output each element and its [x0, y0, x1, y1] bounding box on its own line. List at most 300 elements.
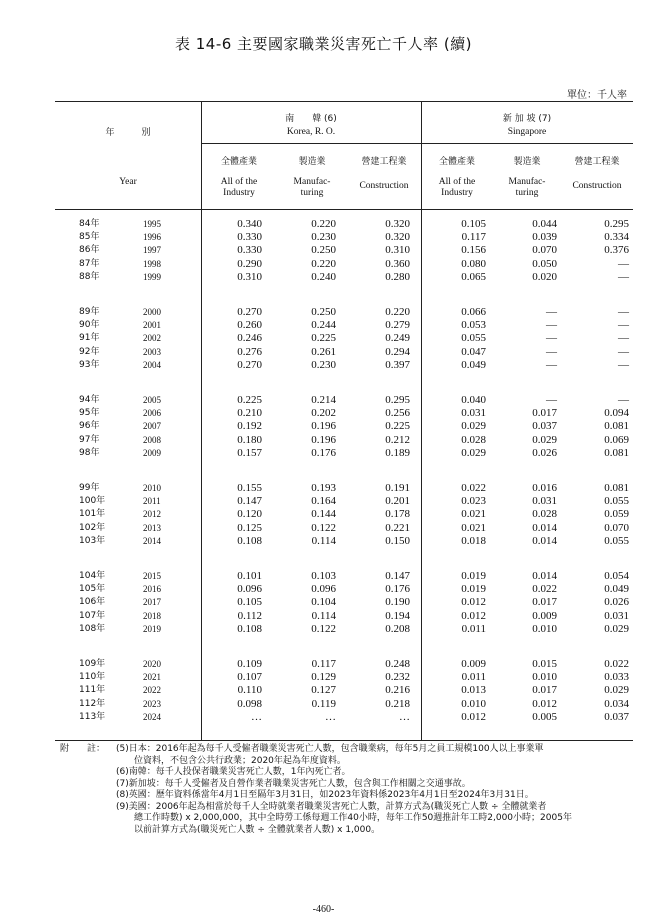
table-row	[55, 306, 633, 319]
cell-s2: 0.016	[532, 482, 557, 494]
cell-s3: 0.081	[604, 482, 629, 494]
cell-k1: 0.108	[237, 622, 262, 635]
table-row	[55, 271, 633, 284]
header-rule-country	[201, 143, 633, 144]
cell-k2: 0.196	[311, 420, 336, 433]
row-roc-year: 90年	[79, 320, 100, 331]
row-roc-year: 94年	[79, 395, 100, 405]
table-row	[55, 231, 633, 244]
cell-k3: 0.232	[385, 671, 410, 684]
cell-s2: 0.070	[532, 244, 557, 257]
row-roc-year: 86年	[79, 245, 100, 256]
cell-k2: 0.261	[311, 345, 336, 358]
cell-k1: 0.157	[237, 446, 262, 459]
cell-k1: 0.260	[237, 319, 262, 332]
table-row	[55, 359, 633, 372]
singapore-col-con-en: Construction	[572, 181, 622, 191]
cell-k2: 0.214	[311, 394, 336, 406]
cell-s1: 0.105	[461, 218, 486, 230]
cell-k2: 0.096	[311, 583, 336, 596]
cell-s3: 0.055	[604, 534, 629, 547]
korea-header-en: Korea, R. O.	[286, 127, 336, 137]
cell-s3: —	[618, 306, 629, 318]
header-rule-bottom	[55, 209, 633, 210]
row-ad-year: 2007	[143, 421, 161, 432]
cell-k2: 0.104	[311, 596, 336, 609]
singapore-header-zh: 新 加 坡 (7)	[502, 114, 552, 124]
cell-k1: 0.330	[237, 231, 262, 244]
cell-k1: …	[251, 710, 262, 723]
cell-k2: 0.244	[311, 319, 336, 332]
cell-k3: 0.280	[385, 270, 410, 283]
cell-k3: 0.249	[385, 332, 410, 345]
footnote-line: 總工作時數) x 2,000,000，其中全時勞工係每週工作40小時，每年工作50週推計年工時2,000小時；2005年	[116, 813, 572, 823]
cell-s3: —	[618, 319, 629, 332]
cell-k3: 0.295	[385, 394, 410, 406]
cell-s3: 0.049	[604, 583, 629, 596]
row-roc-year: 111年	[79, 685, 106, 696]
cell-k2: 0.144	[311, 508, 336, 521]
row-ad-year: 2019	[143, 623, 161, 634]
cell-s2: —	[546, 358, 557, 371]
cell-s2: 0.017	[532, 596, 557, 609]
cell-s3: 0.094	[604, 407, 629, 420]
cell-s3: 0.334	[604, 231, 629, 244]
row-ad-year: 2022	[143, 685, 161, 696]
cell-k1: 0.340	[237, 218, 262, 230]
cell-s1: 0.022	[461, 482, 486, 494]
cell-k3: 0.248	[385, 658, 410, 670]
cell-s2: 0.044	[532, 218, 557, 230]
cell-k2: 0.164	[311, 495, 336, 508]
footnote-line: (5)日本：2016年起為每千人受僱者職業災害死亡人數，包含職業病，每年5月之員工規模100人以上事業單	[116, 744, 544, 754]
cell-k1: 0.246	[237, 332, 262, 345]
cell-s1: 0.049	[461, 358, 486, 371]
row-ad-year: 2006	[143, 408, 161, 419]
cell-s2: —	[546, 306, 557, 318]
cell-s2: 0.037	[532, 420, 557, 433]
cell-k3: 0.310	[385, 244, 410, 257]
row-ad-year: 2005	[143, 395, 161, 405]
cell-k3: 0.320	[385, 231, 410, 244]
row-roc-year: 108年	[79, 623, 106, 634]
table-row	[55, 508, 633, 521]
row-ad-year: 2008	[143, 434, 161, 445]
cell-s1: 0.053	[461, 319, 486, 332]
korea-col-all-zh: 全體產業	[220, 157, 257, 167]
row-roc-year: 93年	[79, 359, 100, 370]
cell-k3: 0.220	[385, 306, 410, 318]
cell-k3: 0.221	[385, 521, 410, 534]
cell-k3: 0.191	[385, 482, 410, 494]
cell-s3: 0.033	[604, 671, 629, 684]
cell-s1: 0.021	[461, 508, 486, 521]
table-row	[55, 711, 633, 724]
cell-k2: 0.129	[311, 671, 336, 684]
cell-k3: 0.150	[385, 534, 410, 547]
row-ad-year: 2004	[143, 359, 161, 370]
korea-header-zh: 南 韓 (6)	[285, 114, 337, 124]
cell-s2: —	[546, 319, 557, 332]
singapore-col-mfg-en-2: turing	[515, 188, 539, 198]
cell-s2: —	[546, 345, 557, 358]
cell-k2: 0.122	[311, 622, 336, 635]
cell-k3: 0.294	[385, 345, 410, 358]
table-row	[55, 482, 633, 495]
cell-k1: 0.112	[237, 609, 262, 622]
row-ad-year: 1998	[143, 258, 161, 269]
cell-s2: 0.014	[532, 521, 557, 534]
cell-s3: 0.295	[604, 218, 629, 230]
cell-k1: 0.180	[237, 433, 262, 446]
row-roc-year: 106年	[79, 597, 106, 608]
table-row	[55, 570, 633, 583]
table-row	[55, 495, 633, 508]
cell-s3: 0.070	[604, 521, 629, 534]
korea-col-con-en: Construction	[359, 181, 409, 191]
cell-k3: 0.397	[385, 358, 410, 371]
cell-k1: 0.310	[237, 270, 262, 283]
table-row	[55, 583, 633, 596]
cell-s2: 0.022	[532, 583, 557, 596]
table-row	[55, 698, 633, 711]
cell-s2: 0.020	[532, 270, 557, 283]
table-row	[55, 244, 633, 257]
year-header-en: Year	[119, 177, 137, 187]
cell-s2: 0.017	[532, 684, 557, 697]
cell-s2: 0.031	[532, 495, 557, 508]
cell-s3: —	[618, 345, 629, 358]
cell-s2: —	[546, 332, 557, 345]
cell-s1: 0.021	[461, 521, 486, 534]
cell-s2: 0.028	[532, 508, 557, 521]
cell-s1: 0.047	[461, 345, 486, 358]
cell-k3: 0.208	[385, 622, 410, 635]
cell-s1: 0.013	[461, 684, 486, 697]
cell-k1: 0.098	[237, 697, 262, 710]
row-ad-year: 1999	[143, 271, 161, 282]
cell-k1: 0.105	[237, 596, 262, 609]
cell-s1: 0.080	[461, 257, 486, 270]
row-ad-year: 1995	[143, 219, 161, 229]
table-row	[55, 258, 633, 271]
footnote-line: (9)美國：2006年起為相當於每千人全時就業者職業災害死亡人數，計算方式為(職災死亡人數 ÷ 全體就業者	[116, 801, 547, 812]
cell-s3: 0.059	[604, 508, 629, 521]
cell-s1: 0.065	[461, 270, 486, 283]
row-ad-year: 2013	[143, 522, 161, 533]
cell-k2: 0.127	[311, 684, 336, 697]
cell-k3: 0.360	[385, 257, 410, 270]
row-roc-year: 103年	[79, 535, 106, 546]
row-roc-year: 98年	[79, 447, 100, 458]
cell-s3: —	[618, 358, 629, 371]
cell-s1: 0.018	[461, 534, 486, 547]
row-roc-year: 109年	[79, 659, 106, 669]
cell-k2: 0.103	[311, 570, 336, 582]
table-row	[55, 332, 633, 345]
cell-k1: 0.225	[237, 394, 262, 406]
row-roc-year: 105年	[79, 584, 106, 595]
table-row	[55, 671, 633, 684]
row-roc-year: 110年	[79, 672, 106, 683]
cell-s1: 0.009	[461, 658, 486, 670]
singapore-col-con-zh: 營建工程業	[574, 157, 620, 167]
cell-k2: 0.122	[311, 521, 336, 534]
cell-s2: 0.010	[532, 622, 557, 635]
cell-s1: 0.010	[461, 697, 486, 710]
cell-k2: 0.220	[311, 218, 336, 230]
row-ad-year: 2015	[143, 571, 161, 581]
footnote-label: 附 註：	[60, 744, 106, 754]
cell-k3: 0.320	[385, 218, 410, 230]
cell-k2: 0.240	[311, 270, 336, 283]
row-ad-year: 1996	[143, 232, 161, 243]
cell-k1: 0.147	[237, 495, 262, 508]
row-ad-year: 2010	[143, 483, 161, 493]
cell-s1: 0.055	[461, 332, 486, 345]
row-roc-year: 102年	[79, 522, 106, 533]
cell-s3: —	[618, 270, 629, 283]
cell-k1: 0.330	[237, 244, 262, 257]
cell-s2: 0.014	[532, 570, 557, 582]
cell-k3: 0.218	[385, 697, 410, 710]
cell-s3: 0.034	[604, 697, 629, 710]
cell-k2: …	[325, 710, 336, 723]
footnote-line: (8)英國：歷年資料係當年4月1日至隔年3月31日，如2023年資料係2023年4月1日至2024年3月31日。	[116, 790, 534, 800]
cell-k3: 0.201	[385, 495, 410, 508]
table-row	[55, 319, 633, 332]
cell-k3: 0.279	[385, 319, 410, 332]
unit-label: 單位：千人率	[567, 90, 627, 101]
singapore-col-mfg-en-1: Manufac-	[508, 177, 546, 187]
cell-k2: 0.220	[311, 257, 336, 270]
row-roc-year: 113年	[79, 711, 106, 722]
cell-s1: 0.029	[461, 420, 486, 433]
cell-k2: 0.250	[311, 306, 336, 318]
cell-s3: 0.069	[604, 433, 629, 446]
footnote-line: 以前計算方式為(職災死亡人數 ÷ 全體就業者人數) x 1,000。	[116, 824, 381, 835]
singapore-col-all-en-1: All of the	[438, 177, 476, 187]
row-roc-year: 84年	[79, 219, 100, 229]
row-roc-year: 91年	[79, 333, 100, 344]
cell-s3: 0.026	[604, 596, 629, 609]
cell-k1: 0.192	[237, 420, 262, 433]
cell-k3: 0.225	[385, 420, 410, 433]
cell-s2: 0.010	[532, 671, 557, 684]
cell-s1: 0.012	[461, 596, 486, 609]
row-roc-year: 104年	[79, 571, 106, 581]
footnote-line: (7)新加坡：每千人受僱者及自營作業者職業災害死亡人數，包含與工作相關之交通事故。	[116, 778, 471, 789]
table-row	[55, 610, 633, 623]
cell-k2: 0.114	[311, 609, 336, 622]
row-roc-year: 89年	[79, 307, 100, 317]
table-row	[55, 623, 633, 636]
year-header-zh: 年 別	[105, 128, 151, 138]
korea-col-all-en-2: Industry	[223, 188, 255, 198]
cell-s3: 0.376	[604, 244, 629, 257]
row-ad-year: 2000	[143, 307, 161, 317]
cell-k3: 0.147	[385, 570, 410, 582]
cell-s1: 0.012	[461, 609, 486, 622]
table-row	[55, 434, 633, 447]
page-number: -460-	[312, 904, 335, 915]
table-row	[55, 407, 633, 420]
row-ad-year: 1997	[143, 245, 161, 256]
cell-k2: 0.114	[311, 534, 336, 547]
cell-s2: 0.017	[532, 407, 557, 420]
table-row	[55, 535, 633, 548]
row-roc-year: 101年	[79, 509, 106, 520]
cell-s2: 0.029	[532, 433, 557, 446]
cell-k2: 0.250	[311, 244, 336, 257]
row-roc-year: 96年	[79, 421, 100, 432]
data-table	[55, 101, 633, 741]
cell-s3: 0.081	[604, 420, 629, 433]
cell-k3: 0.212	[385, 433, 410, 446]
cell-s3: 0.037	[604, 710, 629, 723]
cell-k3: 0.189	[385, 446, 410, 459]
korea-col-con-zh: 營建工程業	[361, 157, 407, 167]
cell-k1: 0.101	[237, 570, 262, 582]
cell-s3: —	[618, 332, 629, 345]
cell-k1: 0.108	[237, 534, 262, 547]
row-ad-year: 2021	[143, 672, 161, 683]
row-roc-year: 92年	[79, 346, 100, 357]
cell-s2: 0.050	[532, 257, 557, 270]
row-ad-year: 2001	[143, 320, 161, 331]
singapore-col-mfg-zh: 製造業	[513, 157, 541, 167]
cell-s2: 0.015	[532, 658, 557, 670]
row-roc-year: 107年	[79, 610, 106, 621]
cell-s1: 0.029	[461, 446, 486, 459]
cell-s1: 0.117	[461, 231, 486, 244]
cell-s2: 0.005	[532, 710, 557, 723]
row-ad-year: 2016	[143, 584, 161, 595]
cell-s2: —	[546, 394, 557, 406]
cell-k3: 0.216	[385, 684, 410, 697]
row-roc-year: 97年	[79, 434, 100, 445]
cell-k3: 0.194	[385, 609, 410, 622]
row-roc-year: 99年	[79, 483, 100, 493]
row-ad-year: 2018	[143, 610, 161, 621]
cell-s1: 0.011	[461, 671, 486, 684]
cell-k1: 0.276	[237, 345, 262, 358]
cell-s1: 0.040	[461, 394, 486, 406]
cell-k3: 0.190	[385, 596, 410, 609]
row-roc-year: 85年	[79, 232, 100, 243]
page-title: 表 14-6 主要國家職業災害死亡千人率 (續)	[174, 35, 473, 53]
row-roc-year: 88年	[79, 271, 100, 282]
cell-k2: 0.193	[311, 482, 336, 494]
cell-s2: 0.012	[532, 697, 557, 710]
cell-k2: 0.119	[311, 697, 336, 710]
cell-s3: —	[618, 394, 629, 406]
cell-k2: 0.202	[311, 407, 336, 420]
table-row	[55, 218, 633, 231]
row-ad-year: 2014	[143, 535, 161, 546]
cell-s3: 0.022	[604, 658, 629, 670]
cell-k1: 0.270	[237, 306, 262, 318]
cell-s3: 0.054	[604, 570, 629, 582]
table-row	[55, 394, 633, 407]
singapore-col-all-zh: 全體產業	[438, 157, 475, 167]
cell-s3: 0.055	[604, 495, 629, 508]
row-ad-year: 2012	[143, 509, 161, 520]
cell-s3: —	[618, 257, 629, 270]
cell-s3: 0.081	[604, 446, 629, 459]
cell-k1: 0.155	[237, 482, 262, 494]
cell-k1: 0.110	[237, 684, 262, 697]
cell-s2: 0.014	[532, 534, 557, 547]
cell-k3: 0.178	[385, 508, 410, 521]
row-ad-year: 2017	[143, 597, 161, 608]
row-ad-year: 2002	[143, 333, 161, 344]
table-row	[55, 420, 633, 433]
row-ad-year: 2024	[143, 711, 161, 722]
cell-k2: 0.225	[311, 332, 336, 345]
cell-k2: 0.117	[311, 658, 336, 670]
cell-s1: 0.019	[461, 570, 486, 582]
cell-k2: 0.230	[311, 231, 336, 244]
cell-k3: …	[399, 710, 410, 723]
cell-s1: 0.019	[461, 583, 486, 596]
table-row	[55, 346, 633, 359]
cell-s2: 0.039	[532, 231, 557, 244]
cell-s2: 0.026	[532, 446, 557, 459]
cell-k1: 0.109	[237, 658, 262, 670]
cell-s1: 0.066	[461, 306, 486, 318]
cell-k1: 0.096	[237, 583, 262, 596]
cell-s1: 0.028	[461, 433, 486, 446]
cell-s1: 0.012	[461, 710, 486, 723]
singapore-header-en: Singapore	[507, 127, 547, 137]
cell-k1: 0.120	[237, 508, 262, 521]
cell-k1: 0.290	[237, 257, 262, 270]
cell-s2: 0.009	[532, 609, 557, 622]
table-row	[55, 684, 633, 697]
cell-s1: 0.023	[461, 495, 486, 508]
cell-k1: 0.210	[237, 407, 262, 420]
cell-k1: 0.270	[237, 358, 262, 371]
korea-col-mfg-zh: 製造業	[298, 157, 326, 167]
cell-s3: 0.029	[604, 684, 629, 697]
row-roc-year: 112年	[79, 698, 106, 709]
footnote-line: (6)南韓：每千人投保者職業災害死亡人數，1年內死亡者。	[116, 767, 351, 777]
row-ad-year: 2011	[143, 496, 161, 507]
cell-s1: 0.031	[461, 407, 486, 420]
cell-s1: 0.156	[461, 244, 486, 257]
cell-k1: 0.107	[237, 671, 262, 684]
cell-k2: 0.230	[311, 358, 336, 371]
cell-s3: 0.029	[604, 622, 629, 635]
row-ad-year: 2023	[143, 698, 161, 709]
cell-k1: 0.125	[237, 521, 262, 534]
row-ad-year: 2020	[143, 659, 161, 669]
cell-s1: 0.011	[461, 622, 486, 635]
footnote-line: 位資料，不包含公共行政業；2020年起為年度資料。	[116, 755, 346, 766]
row-ad-year: 2009	[143, 447, 161, 458]
table-row	[55, 596, 633, 609]
cell-s3: 0.031	[604, 609, 629, 622]
cell-k2: 0.196	[311, 433, 336, 446]
cell-k3: 0.176	[385, 583, 410, 596]
cell-k2: 0.176	[311, 446, 336, 459]
korea-col-all-en-1: All of the	[220, 177, 258, 187]
singapore-col-all-en-2: Industry	[441, 188, 473, 198]
table-row	[55, 522, 633, 535]
row-ad-year: 2003	[143, 346, 161, 357]
cell-k3: 0.256	[385, 407, 410, 420]
